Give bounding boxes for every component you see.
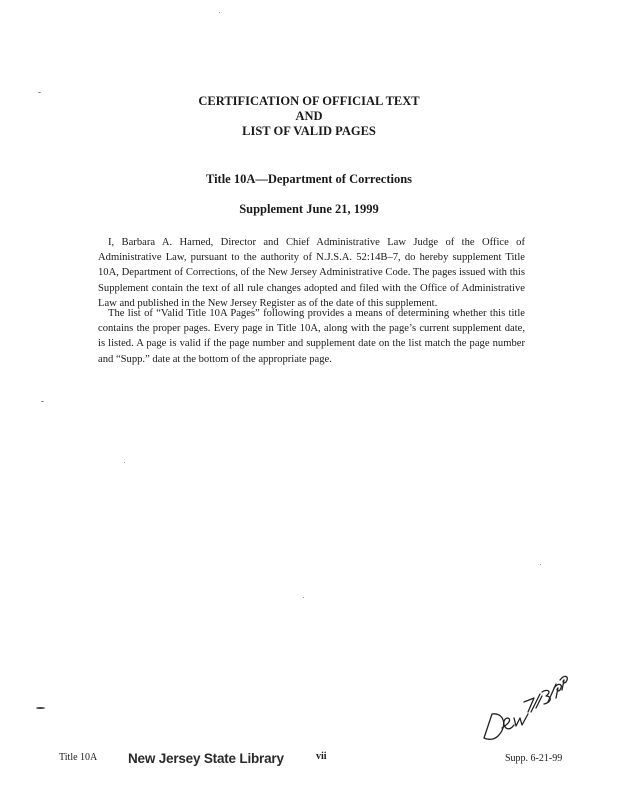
scan-speck (41, 401, 44, 402)
certification-paragraph: I, Barbara A. Harned, Director and Chief Administrative Law Judge of the Office of Administrative Law, pursuant to the authority of N.J.S.A. 52:14B–7, do hereby supplement Title 10A, Department of Corrections, of the New Jersey Administrative Code. The pages issued with this Supplement contain the text of all rule changes adopted and filed with the Office of Administrative Law and published in the New Jersey Register as of the date of this supplement. (98, 237, 525, 309)
supplement-date-heading: Supplement June 21, 1999 (239, 202, 379, 216)
handwritten-signature (478, 666, 573, 751)
title-heading: Title 10A—Department of Corrections (205, 172, 413, 186)
certification-heading-line2: AND (295, 109, 323, 123)
scan-speck (219, 12, 220, 13)
footer-supplement-date: Supp. 6-21-99 (505, 753, 563, 764)
scan-speck (124, 462, 125, 463)
scan-speck (36, 707, 45, 709)
footer-title: Title 10A (59, 752, 98, 763)
scan-speck (540, 564, 541, 565)
valid-pages-paragraph: The list of “Valid Title 10A Pages” following provides a means of determining whether this title contains the proper pages. Every page in Title 10A, along with the page’s current supplement date, is listed. A page is valid if the page number and supplement date on the list match the page number and “Supp.” date at the bottom of the appropriate page. (98, 308, 525, 365)
scan-speck (38, 92, 41, 93)
scan-speck (303, 597, 304, 598)
certification-heading-line1: CERTIFICATION OF OFFICIAL TEXT (198, 94, 420, 108)
certification-heading-line3: LIST OF VALID PAGES (242, 124, 376, 138)
footer-page-number: vii (316, 751, 327, 762)
library-stamp: New Jersey State Library (128, 751, 284, 766)
